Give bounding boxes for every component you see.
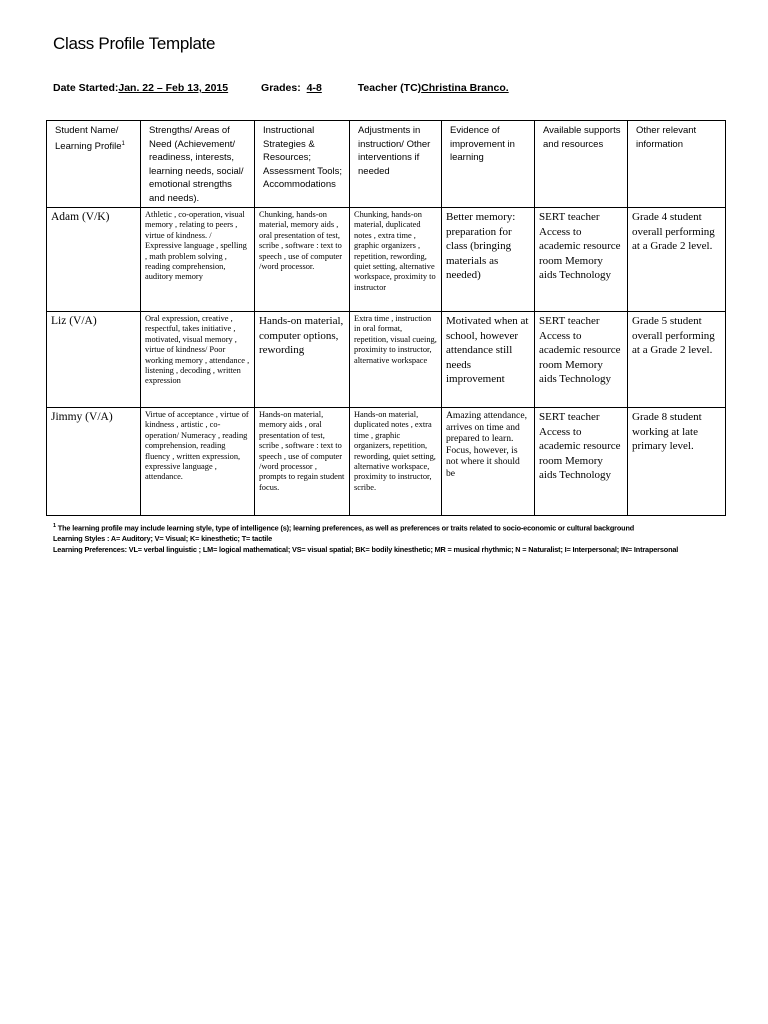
header-evidence: Evidence of improvement in learning	[442, 121, 535, 208]
page-title: Class Profile Template	[53, 34, 216, 53]
adjustments-cell: Chunking, hands-on material, duplicated notes , extra time , graphic organizers , repetition, rewording, quiet setting, alternative workspace, proximity to instructor	[350, 208, 442, 312]
header-supports: Available supports and resources	[535, 121, 628, 208]
student-name-cell: Adam (V/K)	[47, 208, 141, 312]
date-started-label: Date Started:	[53, 82, 119, 94]
teacher-value: Christina Branco.	[421, 82, 509, 94]
strategies-cell: Hands-on material, computer options, rewording	[255, 312, 350, 408]
footnote-learning-profile: $^1$ The learning profile may include learning style, type of intelligence (s); learning preferences, as well as preferences or traits related to socio-economic or cultural background	[53, 523, 635, 533]
header-adjustments: Adjustments in instruction/ Other interventions if needed	[350, 121, 442, 208]
evidence-cell: Amazing attendance, arrives on time and prepared to learn. Focus, however, is not where it should be	[442, 408, 535, 516]
header-strengths: Strengths/ Areas of Need (Achievement/ readiness, interests, learning needs, social/ emotional strengths and needs).	[141, 121, 255, 208]
strengths-cell: Athletic , co-operation, visual memory , relating to peers , virtue of kindness. / Expressive language , spelling , math problem solving , reading comprehension, auditory memory	[141, 208, 255, 312]
table-row	[47, 208, 726, 312]
adjustments-cell: Extra time , instruction in oral format, repetition, visual cueing, proximity to instructor, alternative workspace	[350, 312, 442, 408]
document-meta	[53, 82, 509, 94]
footnote-learning-preferences: Learning Preferences: VL= verbal linguistic ; LM= logical mathematical; VS= visual spatial; BK= bodily kinesthetic; MR = musical rhythmic; N = Naturalist; I= Interpersonal; IN= Intrapersonal	[53, 545, 679, 555]
table-row	[47, 312, 726, 408]
header-strategies: Instructional Strategies & Resources; Assessment Tools; Accommodations	[255, 121, 350, 208]
strategies-cell: Hands-on material, memory aids , oral presentation of test, scribe , software : text to speech , use of computer /word processor , prompts to regain student focus.	[255, 408, 350, 516]
strengths-cell: Virtue of acceptance , virtue of kindness , artistic , co-operation/ Numeracy , reading comprehension, reading fluency , written expression, expressive language , attendance.	[141, 408, 255, 516]
other-info-cell: Grade 4 student overall performing at a Grade 2 level.	[628, 208, 726, 312]
evidence-cell: Better memory: preparation for class (bringing materials as needed)	[442, 208, 535, 312]
supports-cell: SERT teacher Access to academic resource room Memory aids Technology	[535, 408, 628, 516]
date-started-value: Jan. 22 – Feb 13, 2015	[118, 82, 229, 94]
table-header-row	[47, 121, 726, 208]
student-name-cell: Jimmy (V/A)	[47, 408, 141, 516]
grades-label: Grades:	[261, 82, 301, 94]
footnote-mark: 1	[121, 140, 125, 147]
evidence-cell: Motivated when at school, however attendance still needs improvement	[442, 312, 535, 408]
header-other-info: Other relevant information	[628, 121, 726, 208]
footnote-learning-styles: Learning Styles : A= Auditory; V= Visual; K= kinesthetic; T= tactile	[53, 534, 273, 544]
teacher-label: Teacher (TC)	[357, 82, 422, 94]
other-info-cell: Grade 5 student overall performing at a Grade 2 level.	[628, 312, 726, 408]
class-profile-table	[46, 120, 726, 516]
adjustments-cell: Hands-on material, duplicated notes , extra time , graphic organizers, repetition, rewording, quiet setting, alternative workspace, proximity to instructor, scribe.	[350, 408, 442, 516]
supports-cell: SERT teacher Access to academic resource room Memory aids Technology	[535, 208, 628, 312]
footnotes	[53, 521, 753, 555]
header-student-name: Student Name/ Learning Profile$^1$	[47, 121, 141, 208]
student-name-cell: Liz (V/A)	[47, 312, 141, 408]
other-info-cell: Grade 8 student working at late primary level.	[628, 408, 726, 516]
strengths-cell: Oral expression, creative , respectful, takes initiative , motivated, visual memory , virtue of kindness/ Poor working memory , attendance , listening , decoding , written expression	[141, 312, 255, 408]
grades-value: 4-8	[306, 82, 322, 94]
strategies-cell: Chunking, hands-on material, memory aids , oral presentation of test, scribe , software : text to speech , use of computer /word processor.	[255, 208, 350, 312]
table-row	[47, 408, 726, 516]
supports-cell: SERT teacher Access to academic resource room Memory aids Technology	[535, 312, 628, 408]
